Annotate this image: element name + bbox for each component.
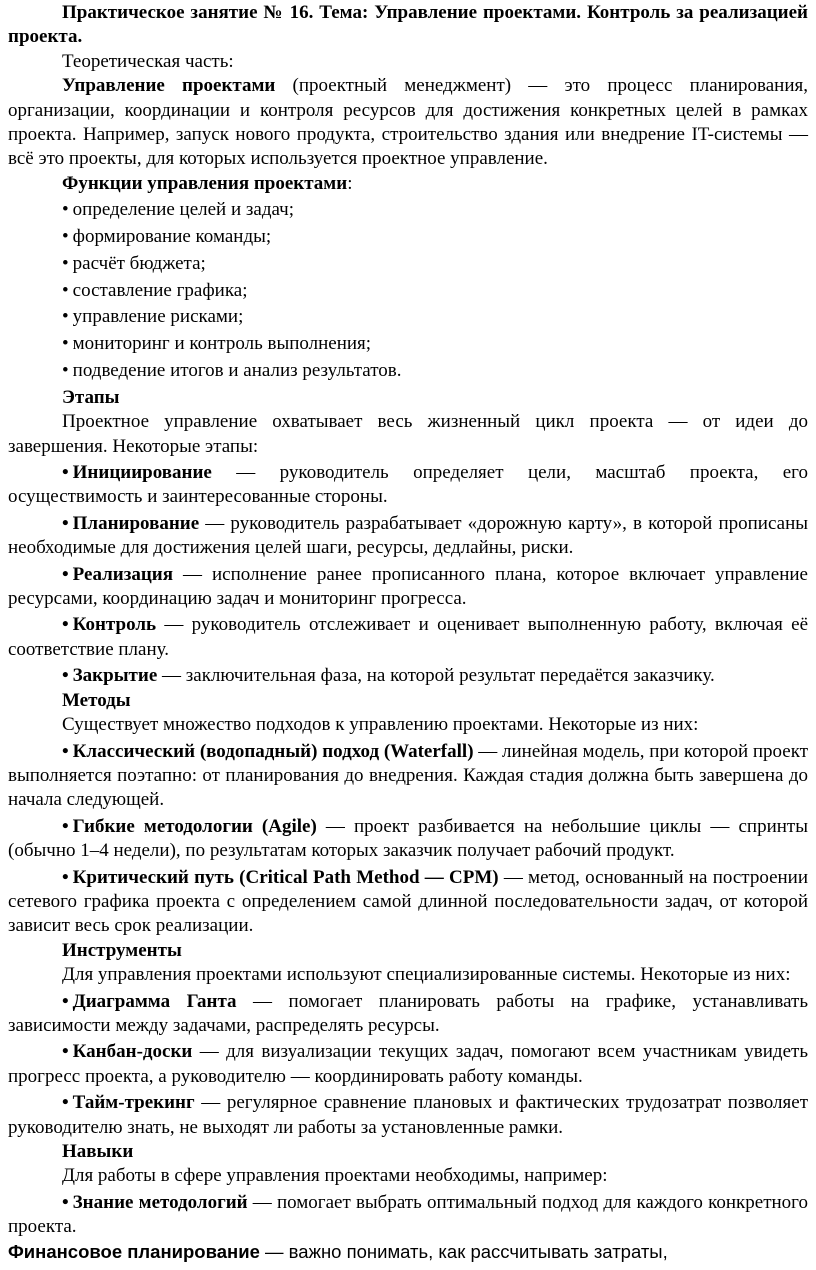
tool-term: • Канбан-доски xyxy=(62,1041,192,1062)
stage-item xyxy=(8,613,808,662)
intro-text: (проектный менеджмент) — это процесс планирования, организации, координации и контроля ресурсов для достижения конкретных целей в рамках проекта. Например, запуск нового продукта, строительство здания или внедрение IT-системы — всё это проекты, для которых используется проектное управление. xyxy=(8,75,808,170)
stage-term: • Закрытие xyxy=(62,665,157,686)
skill-term: • Знание методологий xyxy=(62,1192,248,1213)
stage-term: • Планирование xyxy=(62,513,199,534)
tool-item xyxy=(8,990,808,1039)
skill-last-text: — важно понимать, как рассчитывать затраты, xyxy=(259,1240,668,1262)
stage-item xyxy=(8,563,808,612)
method-item xyxy=(8,866,808,939)
stage-text: — заключительная фаза, на которой результат передаётся заказчику. xyxy=(157,665,715,687)
methods-intro: Существует множество подходов к управлению проектами. Некоторые из них: xyxy=(62,714,699,736)
method-text: — метод, основанный на построении сетевого графика проекта с определением самой длинной последовательности задач, от которой зависит весь срок реализации. xyxy=(8,866,809,937)
stage-item xyxy=(8,664,808,688)
tool-term: • Диаграмма Ганта xyxy=(62,991,237,1012)
tool-item xyxy=(8,1040,808,1089)
list-item: • мониторинг и контроль выполнения; xyxy=(62,332,808,357)
skill-item xyxy=(8,1191,808,1240)
functions-heading xyxy=(8,172,808,196)
stages-heading: Этапы xyxy=(62,386,120,408)
tool-text: — помогает планировать работы на графике, устанавливать зависимости между задачами, распределять ресурсы. xyxy=(8,990,808,1036)
skills-heading: Навыки xyxy=(62,1141,134,1163)
method-text: — проект разбивается на небольшие циклы — спринты (обычно 1–4 недели), по результатам которых заказчик получает рабочий продукт. xyxy=(8,815,808,862)
page-title: Практическое занятие № 16. Тема: Управление проектами. Контроль за реализацией проекта. xyxy=(8,2,808,48)
tools-heading: Инструменты xyxy=(62,939,182,961)
tool-text: — регулярное сравнение плановых и фактических трудозатрат позволяет руководителю знать, не выходят ли работы за установленные рамки. xyxy=(8,1092,808,1138)
methods-heading: Методы xyxy=(62,689,131,711)
theory-label: Теоретическая часть: xyxy=(62,50,234,72)
intro-term: Управление проектами xyxy=(62,75,276,97)
list-item: • управление рисками; xyxy=(62,305,808,330)
stage-item xyxy=(8,461,808,510)
stage-text: — руководитель отслеживает и оценивает выполненную работу, включая её соответствие плану. xyxy=(8,614,808,660)
stage-term: • Контроль xyxy=(62,614,156,635)
functions-heading-colon: : xyxy=(347,172,353,194)
method-text: — линейная модель, при которой проект выполняется поэтапно: от планирования до внедрения. Каждая стадия должна быть завершена до начала следующей. xyxy=(8,740,808,811)
stage-text: — руководитель определяет цели, масштаб проекта, его осуществимость и заинтересованные стороны. xyxy=(8,462,808,508)
stages-intro: Проектное управление охватывает весь жизненный цикл проекта — от идеи до завершения. Некоторые этапы: xyxy=(8,411,808,457)
stage-term: • Реализация xyxy=(62,564,173,585)
method-term: • Классический (водопадный) подход (Waterfall) xyxy=(62,741,474,762)
functions-heading-text: Функции управления проектами xyxy=(62,172,348,194)
method-item xyxy=(8,740,808,813)
tool-item xyxy=(8,1091,808,1140)
stage-text: — исполнение ранее прописанного плана, которое включает управление ресурсами, координацию задач и мониторинг прогресса. xyxy=(8,563,808,610)
functions-list xyxy=(62,198,808,383)
method-term: • Критический путь (Critical Path Method — CPM) xyxy=(62,867,499,888)
tool-text: — для визуализации текущих задач, помогают всем участникам увидеть прогресс проекта, а руководителю — координировать работу команды. xyxy=(8,1041,808,1087)
method-term: • Гибкие методологии (Agile) xyxy=(62,816,317,837)
skill-text: — помогает выбрать оптимальный подход для каждого конкретного проекта. xyxy=(8,1191,809,1238)
list-item: • составление графика; xyxy=(62,279,808,304)
stage-text: — руководитель разрабатывает «дорожную карту», в которой прописаны необходимые для достижения целей шаги, ресурсы, дедлайны, риски. xyxy=(8,512,808,559)
intro-paragraph xyxy=(8,74,808,172)
skills-intro: Для работы в сфере управления проектами необходимы, например: xyxy=(62,1165,608,1187)
method-item xyxy=(8,815,808,864)
list-item: • формирование команды; xyxy=(62,225,808,250)
skill-item-last xyxy=(8,1240,808,1264)
stage-item xyxy=(8,512,808,561)
list-item: • подведение итогов и анализ результатов. xyxy=(62,359,808,384)
list-item: • определение целей и задач; xyxy=(62,198,808,223)
tools-intro: Для управления проектами используют специализированные системы. Некоторые из них: xyxy=(62,964,791,986)
skill-last-term: Финансовое планирование xyxy=(8,1240,260,1262)
list-item: • расчёт бюджета; xyxy=(62,252,808,277)
tool-term: • Тайм-трекинг xyxy=(62,1092,195,1113)
stage-term: • Инициирование xyxy=(62,462,212,483)
